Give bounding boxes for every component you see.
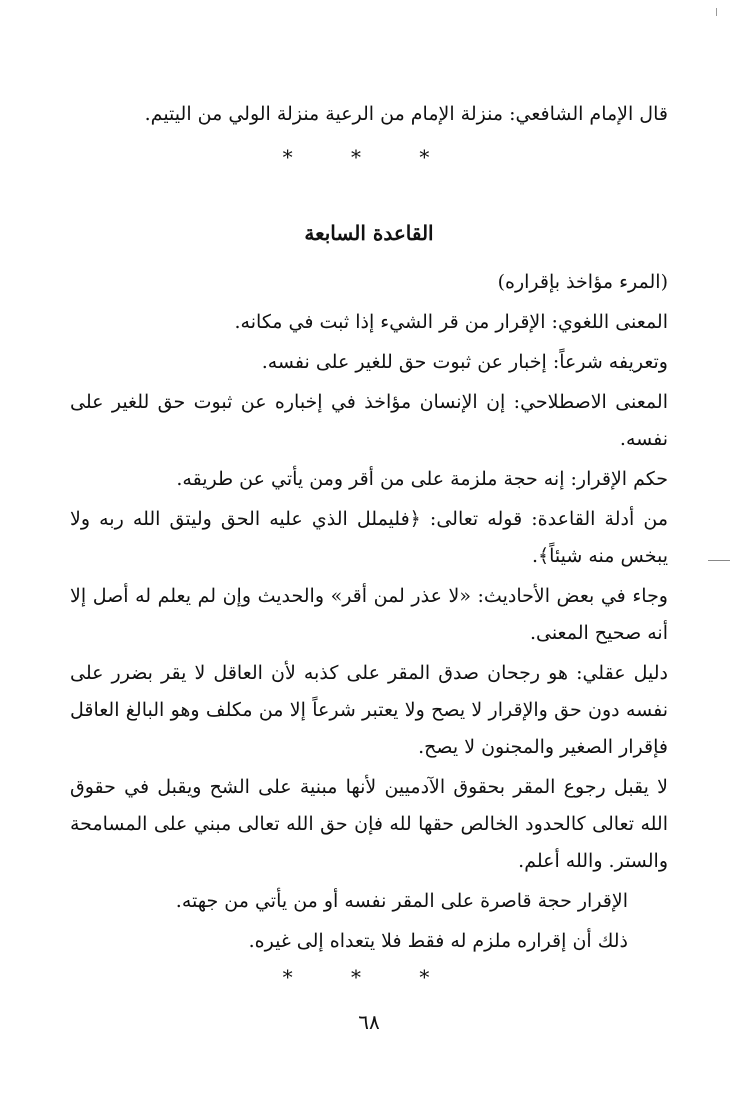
evidence-hadith: وجاء في بعض الأحاديث: «لا عذر لمن أقر» والحديث وإن لم يعلم له أصل إلا أنه صحيح المعنى. bbox=[70, 585, 668, 644]
section-heading: القاعدة السابعة bbox=[304, 221, 434, 245]
sub-line-2: ذلك أن إقراره ملزم له فقط فلا يتعداه إلى غيره. bbox=[248, 930, 628, 952]
intro-line: قال الإمام الشافعي: منزلة الإمام من الرعية منزلة الولي من اليتيم. bbox=[144, 103, 668, 125]
separator-top: * * * bbox=[282, 145, 456, 169]
retraction-paragraph: لا يقبل رجوع المقر بحقوق الآدميين لأنها مبنية على الشح ويقبل في حقوق الله تعالى كالحدود الخالص حقها لله فإن حق الله تعالى مبني على المسامحة والستر. والله أعلم. bbox=[70, 776, 668, 872]
page-body bbox=[70, 96, 668, 994]
separator-bottom: * * * bbox=[282, 965, 456, 989]
legal-definition: وتعريفه شرعاً: إخبار عن ثبوت حق للغير على نفسه. bbox=[261, 351, 668, 373]
technical-meaning: المعنى الاصطلاحي: إن الإنسان مؤاخذ في إخباره عن ثبوت حق للغير على نفسه. bbox=[70, 391, 668, 450]
sub-line-1: الإقرار حجة قاصرة على المقر نفسه أو من يأتي من جهته. bbox=[175, 890, 628, 912]
page-number: ٦٨ bbox=[358, 1010, 380, 1034]
linguistic-meaning: المعنى اللغوي: الإقرار من قر الشيء إذا ثبت في مكانه. bbox=[234, 311, 668, 333]
rule-statement: (المرء مؤاخذ بإقراره) bbox=[497, 271, 668, 293]
scan-margin-mark bbox=[708, 560, 730, 561]
scan-corner-mark bbox=[716, 8, 717, 16]
ruling-paragraph: حكم الإقرار: إنه حجة ملزمة على من أقر ومن يأتي عن طريقه. bbox=[176, 468, 668, 490]
evidence-quran: من أدلة القاعدة: قوله تعالى: ﴿فليملل الذي عليه الحق وليتق الله ربه ولا يبخس منه شيئاً﴾. bbox=[70, 508, 668, 567]
rational-evidence: دليل عقلي: هو رجحان صدق المقر على كذبه لأن العاقل لا يقر بضرر على نفسه دون حق والإقرار لا يصح ولا يعتبر شرعاً إلا من مكلف وهو البالغ العاقل فإقرار الصغير والمجنون لا يصح. bbox=[70, 662, 668, 758]
